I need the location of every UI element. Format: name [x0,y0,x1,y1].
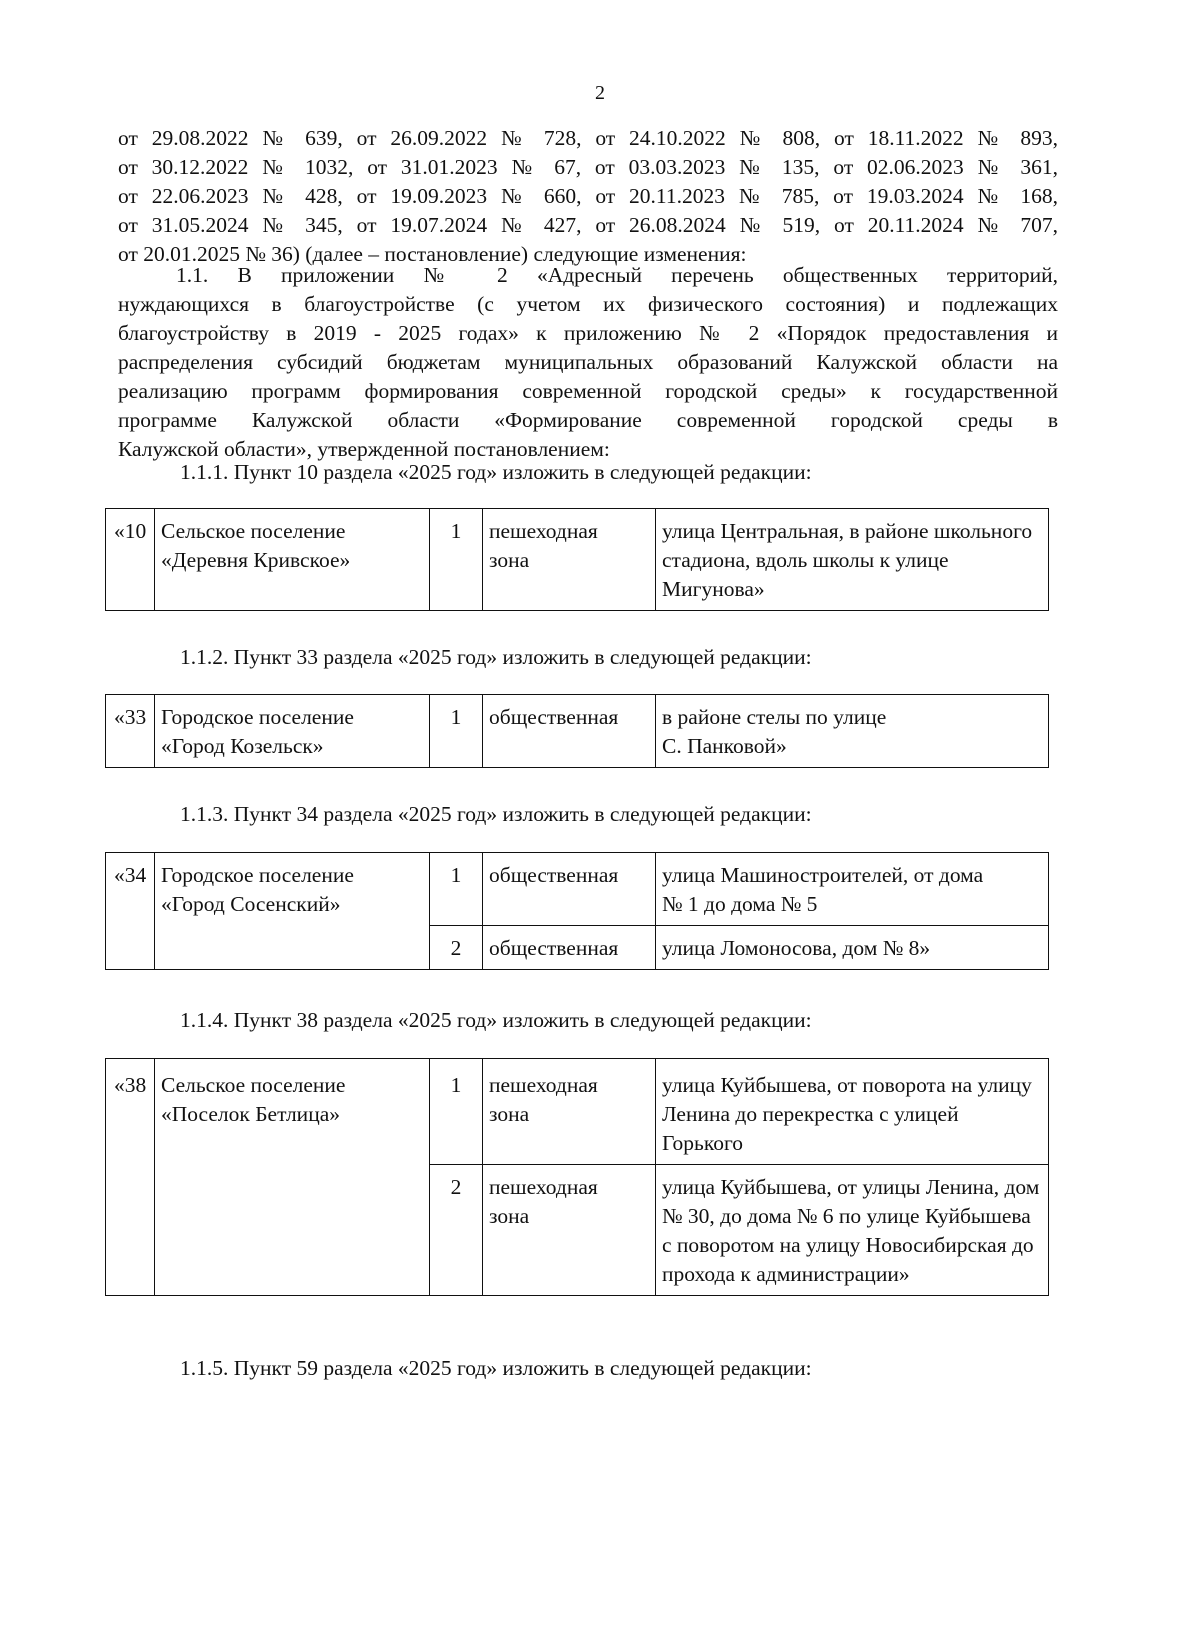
paragraph-line: программе Калужской области «Формирование современной городской среды в [118,408,1058,432]
territory-address: улица Куйбышева, от поворота на улицу Ленина до перекрестка с улицей Горького [656,1059,1049,1165]
intro-line: от 30.12.2022 № 1032, от 31.01.2023 № 67, от 03.03.2023 № 135, от 02.06.2023 № 361, [118,155,1058,179]
table-row [106,509,1049,611]
table-row [106,1059,1049,1165]
row-index: 1 [430,1059,483,1165]
territory-type: общественная [483,853,656,926]
territory-type-text: пешеходная [489,1073,598,1097]
intro-line: от 20.01.2025 № 36) (далее – постановление) следующие изменения: [118,242,747,266]
paragraph-1-1 [118,261,1058,464]
territory-type: общественная [483,695,656,768]
territory-address: улица Ломоносова, дом № 8» [656,926,1049,970]
amendment-table-item-38 [105,1058,1049,1296]
settlement-type: Городское поселение [161,863,354,887]
item-number: «38 [106,1059,155,1296]
item-number: «33 [106,695,155,768]
settlement-title: «Город Козельск» [161,734,324,758]
settlement-title: «Город Сосенский» [161,892,341,916]
settlement-name [155,695,430,768]
settlement-type: Сельское поселение [161,519,346,543]
subsection-heading-1-1-1: 1.1.1. Пункт 10 раздела «2025 год» изложить в следующей редакции: [180,460,812,484]
item-number: «34 [106,853,155,970]
subsection-heading-1-1-5: 1.1.5. Пункт 59 раздела «2025 год» изложить в следующей редакции: [180,1356,812,1380]
paragraph-line: нуждающихся в благоустройстве (с учетом их физического состояния) и подлежащих [118,292,1058,316]
intro-line: от 29.08.2022 № 639, от 26.09.2022 № 728, от 24.10.2022 № 808, от 18.11.2022 № 893, [118,126,1058,150]
settlement-type: Сельское поселение [161,1073,346,1097]
row-index: 1 [430,853,483,926]
table-row [106,853,1049,926]
table-row [106,695,1049,768]
paragraph-line: благоустройству в 2019 - 2025 годах» к приложению № 2 «Порядок предоставления и [118,321,1058,345]
page-number: 2 [595,82,605,104]
address-text: в районе стелы по улице [662,705,887,729]
settlement-name [155,1059,430,1296]
subsection-heading-1-1-3: 1.1.3. Пункт 34 раздела «2025 год» изложить в следующей редакции: [180,802,812,826]
settlement-type: Городское поселение [161,705,354,729]
territory-address [656,695,1049,768]
territory-type-text: зона [489,548,530,572]
intro-paragraph [118,124,1058,269]
row-index: 1 [430,695,483,768]
territory-address: улица Куйбышева, от улицы Ленина, дом № 30, до дома № 6 по улице Куйбышева с поворотом на улицу Новосибирская до прохода к администрации» [656,1165,1049,1296]
territory-type-text: зона [489,1204,530,1228]
paragraph-line: распределения субсидий бюджетам муниципальных образований Калужской области на [118,350,1058,374]
territory-type-text: зона [489,1102,530,1126]
amendment-table-item-10 [105,508,1049,611]
intro-line: от 31.05.2024 № 345, от 19.07.2024 № 427, от 26.08.2024 № 519, от 20.11.2024 № 707, [118,213,1058,237]
paragraph-line: Калужской области», утвержденной постановлением: [118,437,610,461]
paragraph-line: реализацию программ формирования современной городской среды» к государственной [118,379,1058,403]
subsection-heading-1-1-2: 1.1.2. Пункт 33 раздела «2025 год» изложить в следующей редакции: [180,645,812,669]
subsection-heading-1-1-4: 1.1.4. Пункт 38 раздела «2025 год» изложить в следующей редакции: [180,1008,812,1032]
territory-type [483,1165,656,1296]
amendment-table-item-34 [105,852,1049,970]
address-text: № 1 до дома № 5 [662,892,818,916]
territory-type: общественная [483,926,656,970]
item-number: «10 [106,509,155,611]
territory-type-text: пешеходная [489,1175,598,1199]
row-index: 2 [430,1165,483,1296]
settlement-title: «Деревня Кривское» [161,548,351,572]
territory-type [483,1059,656,1165]
amendment-table-item-33 [105,694,1049,768]
settlement-title: «Поселок Бетлица» [161,1102,340,1126]
row-index: 1 [430,509,483,611]
settlement-name [155,509,430,611]
paragraph-line: 1.1. В приложении № 2 «Адресный перечень общественных территорий, [176,263,1058,287]
address-text: С. Панковой» [662,734,787,758]
territory-address [656,853,1049,926]
territory-address: улица Центральная, в районе школьного стадиона, вдоль школы к улице Мигунова» [656,509,1049,611]
settlement-name [155,853,430,970]
intro-line: от 22.06.2023 № 428, от 19.09.2023 № 660, от 20.11.2023 № 785, от 19.03.2024 № 168, [118,184,1058,208]
territory-type-text: пешеходная [489,519,598,543]
territory-type [483,509,656,611]
row-index: 2 [430,926,483,970]
address-text: улица Машиностроителей, от дома [662,863,984,887]
